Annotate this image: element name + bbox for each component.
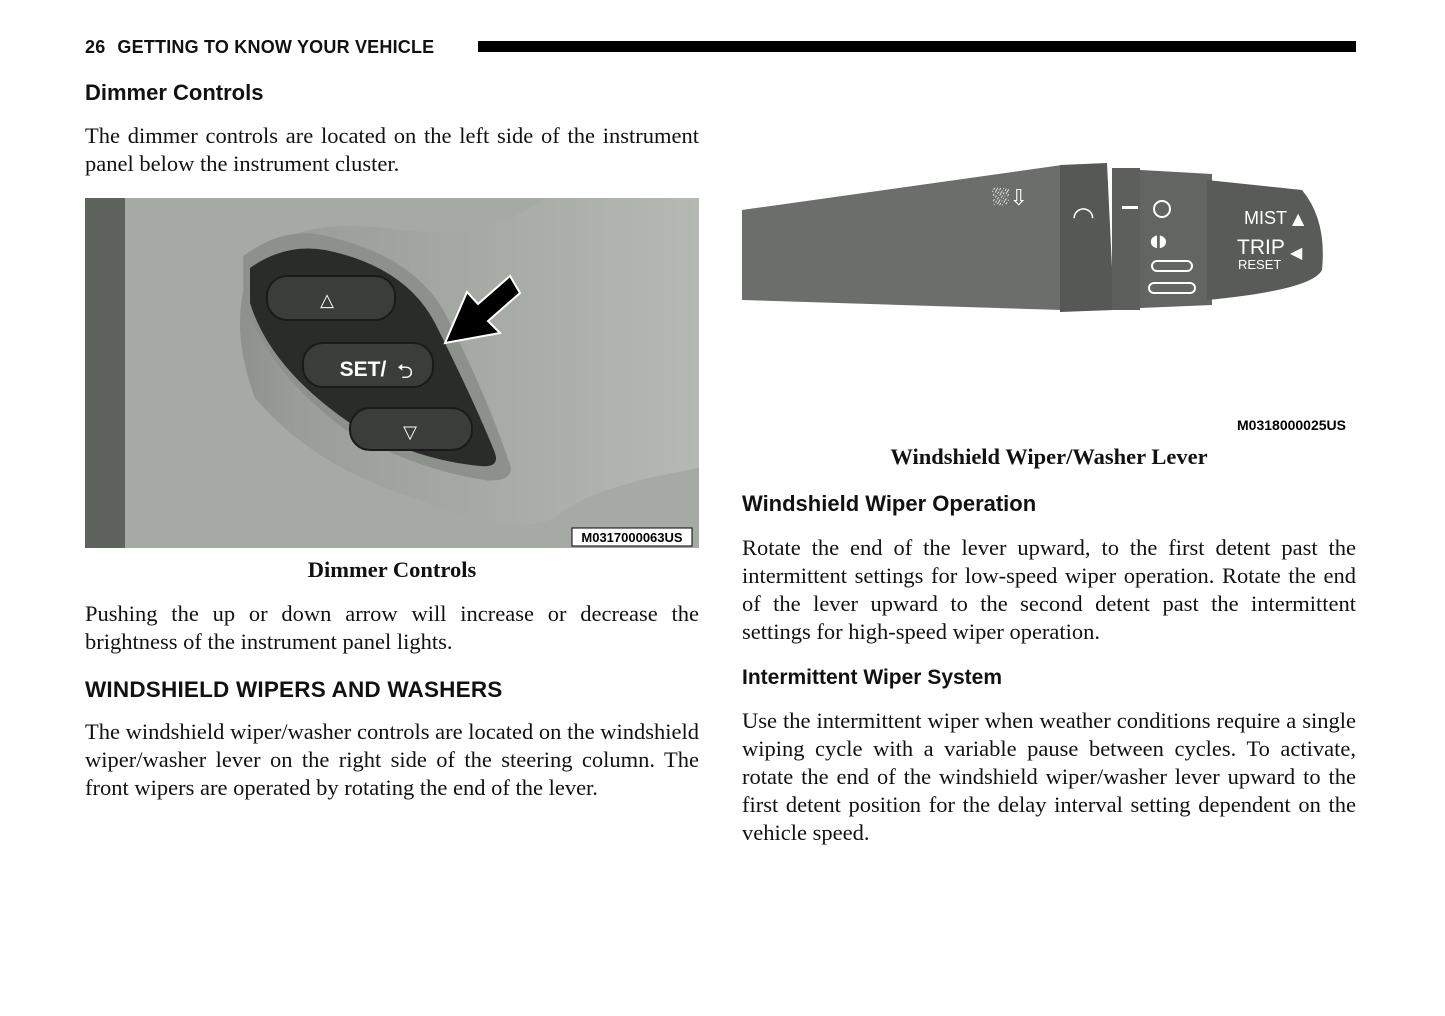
washer-icon: ⛆⇩ (992, 186, 1029, 211)
figure-code: M0318000025US (1237, 417, 1346, 433)
figure-code: M0317000063US (581, 530, 683, 545)
svg-text:◀: ◀ (1290, 243, 1303, 262)
intermittent-text: Use the intermittent wiper when weather conditions require a single wiping cycle with a variable pause between cycles. To activate, rotate the end of the windshield wiper/washer lever upward to the first detent position for the delay interval setting dependent on the vehicle speed. (742, 708, 1356, 845)
operation-text: Rotate the end of the lever upward, to the first detent past the intermittent settings for low-speed wiper operation. Rotate the end of the lever upward to the second detent past the intermittent settings for high-speed wiper operation. (742, 535, 1356, 644)
down-arrow-icon: ▽ (403, 422, 417, 443)
wipers-heading: WINDSHIELD WIPERS AND WASHERS (85, 677, 503, 702)
running-header (85, 37, 446, 58)
dimmer-controls-figure (85, 198, 699, 548)
trip-label: TRIP (1237, 236, 1285, 259)
return-icon: ⮌ (397, 359, 414, 383)
wiper-icon: ◠ (1072, 202, 1095, 232)
mist-label: MIST (1244, 208, 1287, 228)
dimmer-caption: Dimmer Controls (307, 557, 477, 582)
wiper-lever-caption: Windshield Wiper/Washer Lever (890, 444, 1208, 469)
intermittent-icon: ◖◗ (1150, 231, 1167, 250)
page-number: 26 (85, 37, 106, 57)
header-rule (478, 41, 1356, 52)
dimmer-text-2: Pushing the up or down arrow will increase or decrease the brightness of the instrument panel lights. (85, 601, 699, 654)
dimmer-heading: Dimmer Controls (85, 80, 264, 105)
up-arrow-icon: △ (320, 290, 334, 311)
reset-label: RESET (1238, 257, 1282, 272)
svg-text:▲: ▲ (1292, 209, 1305, 228)
set-label: SET/ (339, 358, 387, 381)
wipers-text: The windshield wiper/washer controls are located on the windshield wiper/washer lever on the right side of the steering column. The front wipers are operated by rotating the end of the lever. (85, 719, 699, 800)
dimmer-text: The dimmer controls are located on the left side of the instrument panel below the instrument cluster. (85, 123, 699, 176)
section-title: GETTING TO KNOW YOUR VEHICLE (117, 37, 435, 57)
wiper-lever-figure (742, 160, 1356, 440)
intermittent-heading: Intermittent Wiper System (742, 666, 1003, 689)
operation-heading: Windshield Wiper Operation (742, 491, 1037, 516)
